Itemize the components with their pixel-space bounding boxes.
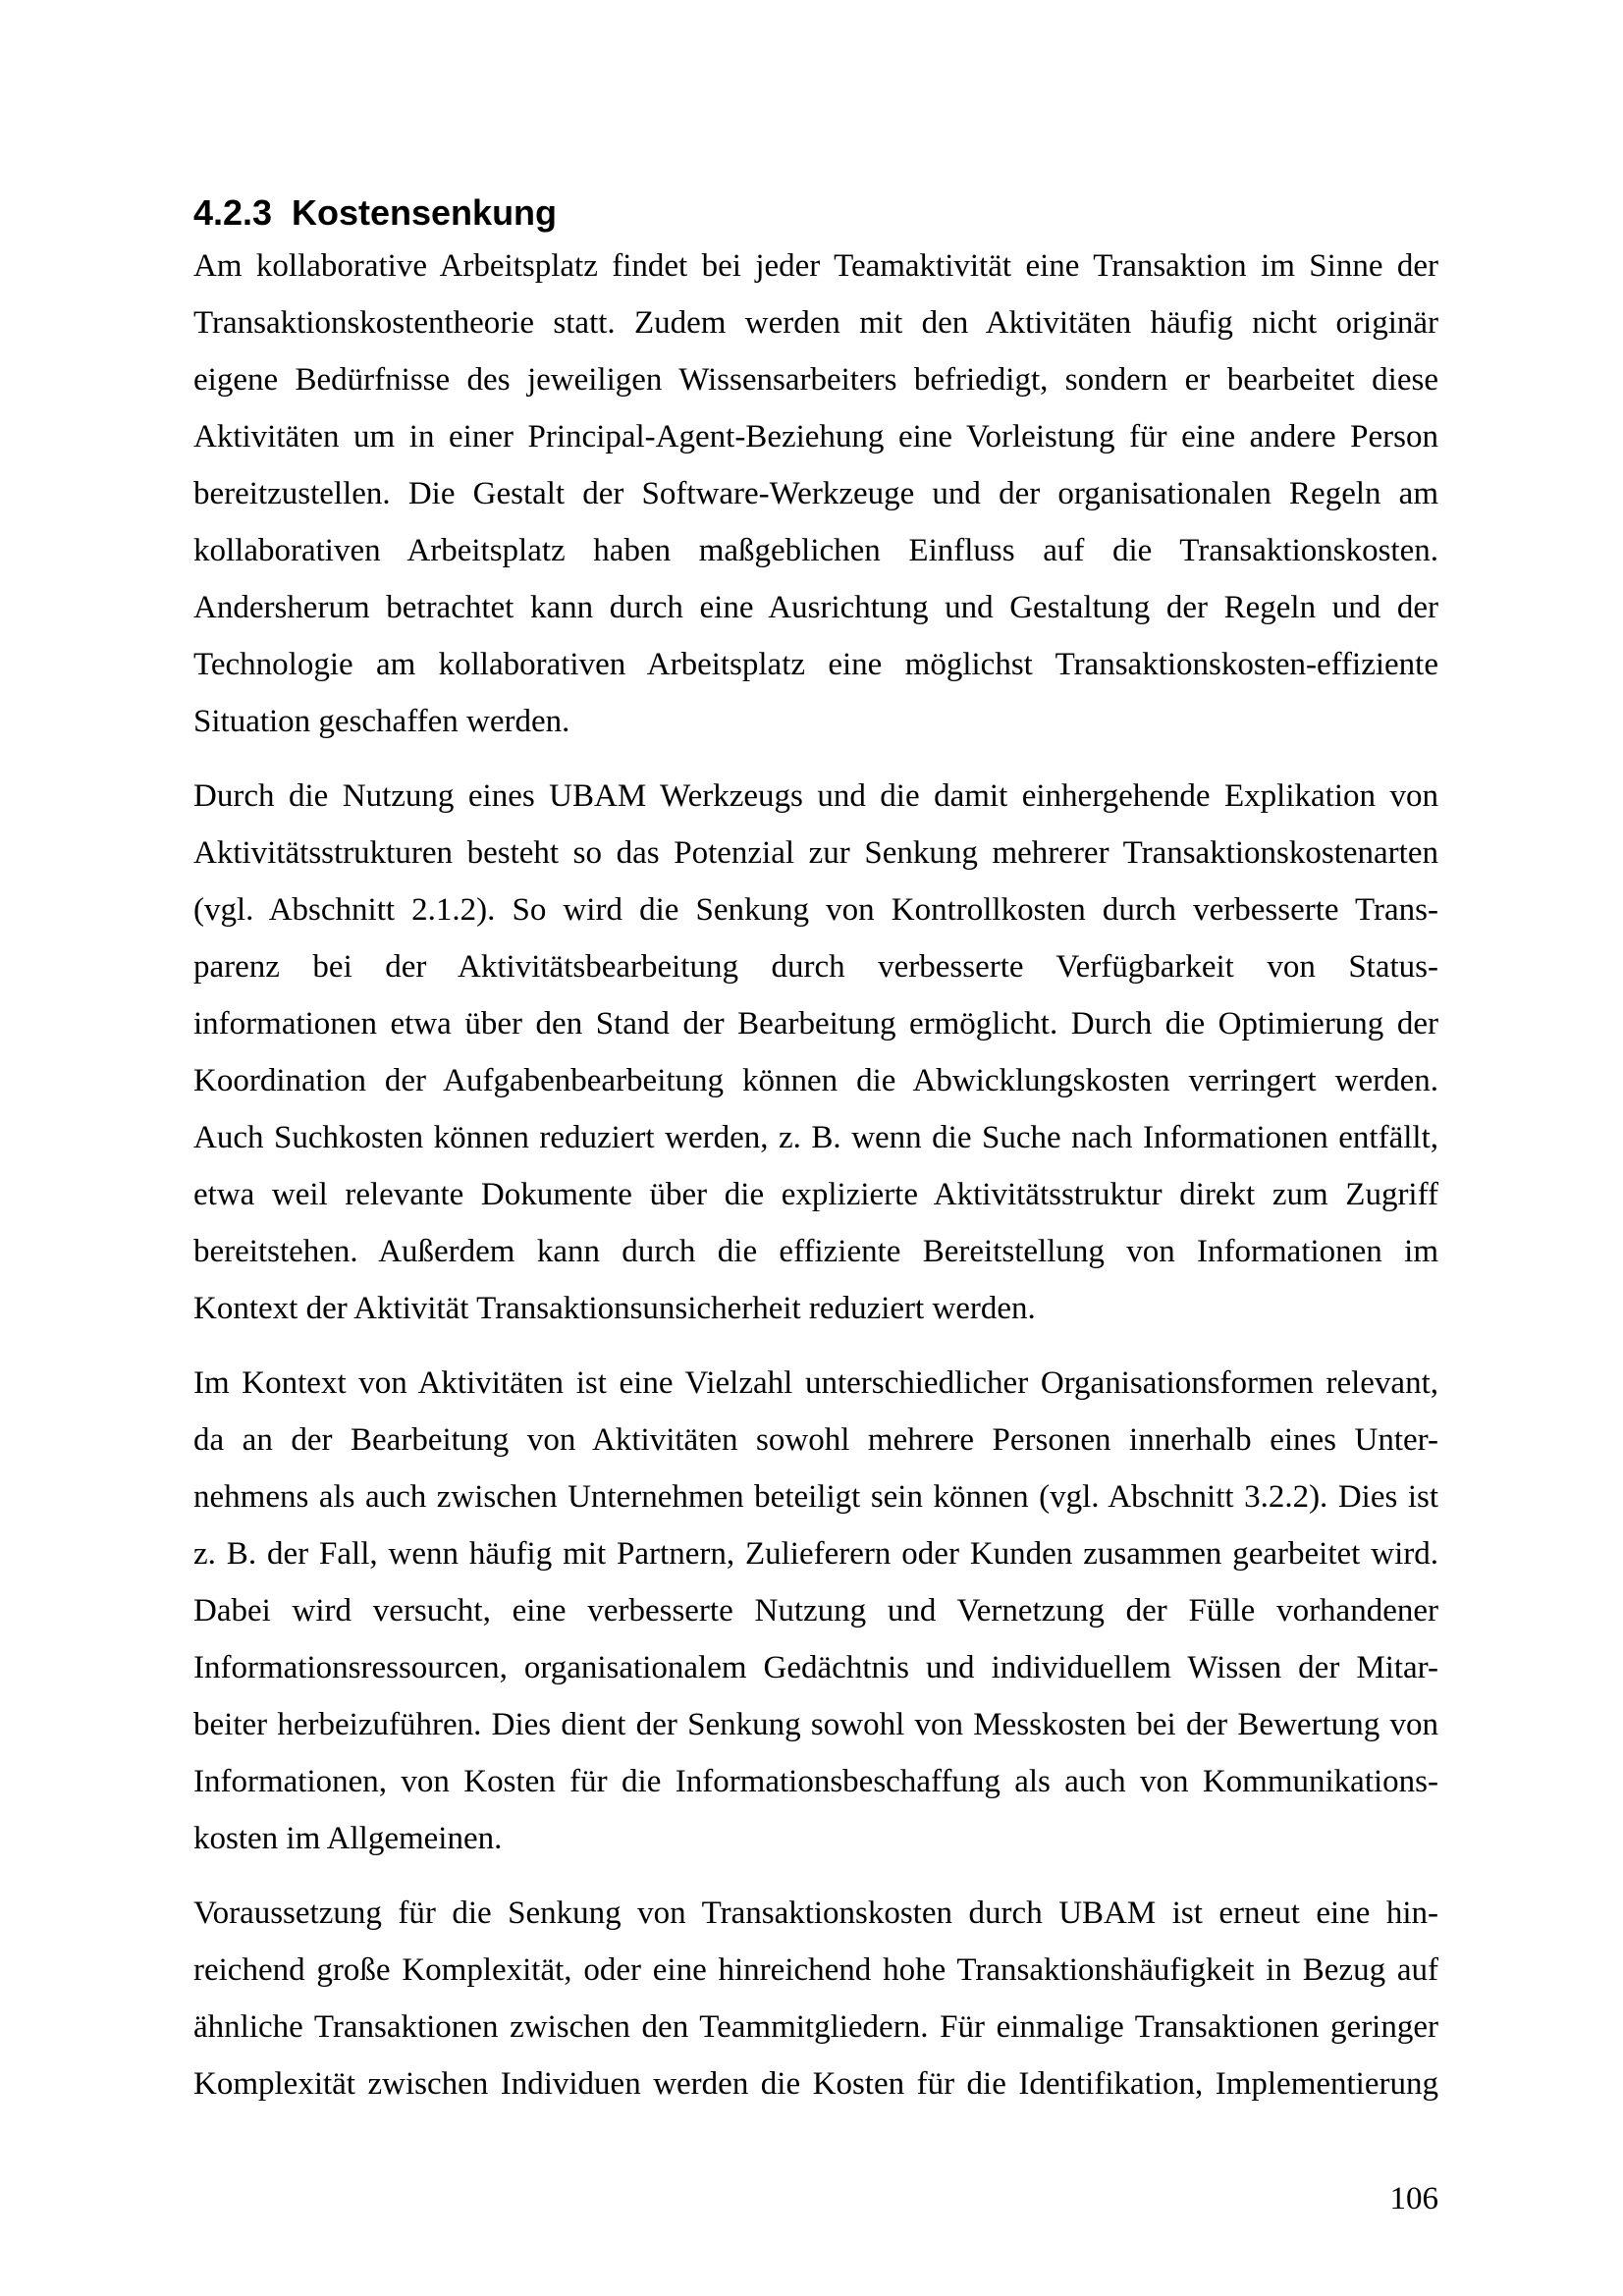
- text-line: Andersherum betrachtet kann durch eine Ausrichtung und Gestaltung der Regeln und der: [193, 590, 1438, 625]
- text-line: Koordination der Aufgabenbearbeitung können die Abwicklungskosten verringert werden.: [193, 1063, 1438, 1098]
- text-line: Auch Suchkosten können reduziert werden, z. B. wenn die Suche nach Informationen entfällt,: [193, 1120, 1438, 1155]
- text-line: kollaborativen Arbeitsplatz haben maßgeblichen Einfluss auf die Transaktionskosten.: [193, 533, 1438, 568]
- text-line: reichend große Komplexität, oder eine hinreichend hohe Transaktionshäufigkeit in Bezug auf: [193, 1952, 1438, 1988]
- section-heading: [193, 191, 1438, 235]
- text-line: Informationen, von Kosten für die Informationsbeschaffung als auch von Kommunikations-: [193, 1764, 1438, 1799]
- paragraph: [193, 1355, 1438, 1867]
- text-line: Dabei wird versucht, eine verbesserte Nutzung und Vernetzung der Fülle vorhandener: [193, 1593, 1438, 1629]
- text-line: bereitzustellen. Die Gestalt der Software-Werkzeuge und der organisationalen Regeln am: [193, 476, 1438, 511]
- text-line: Technologie am kollaborativen Arbeitsplatz eine möglichst Transaktionskosten-effiziente: [193, 647, 1438, 682]
- text-line: Voraussetzung für die Senkung von Transaktionskosten durch UBAM ist erneut eine hin-: [193, 1896, 1438, 1931]
- text-line: Aktivitätsstrukturen besteht so das Potenzial zur Senkung mehrerer Transaktionskostenarten: [193, 835, 1438, 871]
- text-line: Durch die Nutzung eines UBAM Werkzeugs und die damit einhergehende Explikation von: [193, 778, 1438, 814]
- text-line: parenz bei der Aktivitätsbearbeitung durch verbesserte Verfügbarkeit von Status-: [193, 949, 1438, 985]
- section-number: 4.2.3: [193, 192, 273, 233]
- text-line: Aktivitäten um in einer Principal-Agent-Beziehung eine Vorleistung für eine andere Person: [193, 419, 1438, 454]
- text-line: nehmens als auch zwischen Unternehmen beteiligt sein können (vgl. Abschnitt 3.2.2). Dies ist: [193, 1479, 1438, 1515]
- section-title: Kostensenkung: [292, 192, 558, 233]
- page-number: 106: [1389, 2181, 1438, 2216]
- text-line: (vgl. Abschnitt 2.1.2). So wird die Senkung von Kontrollkosten durch verbesserte Trans-: [193, 892, 1438, 928]
- text-line: beiter herbeizuführen. Dies dient der Senkung sowohl von Messkosten bei der Bewertung von: [193, 1707, 1438, 1742]
- text-line: informationen etwa über den Stand der Bearbeitung ermöglicht. Durch die Optimierung der: [193, 1006, 1438, 1041]
- text-line: Kontext der Aktivität Transaktionsunsicherheit reduziert werden.: [193, 1291, 1036, 1326]
- text-line: Situation geschaffen werden.: [193, 704, 570, 739]
- text-line: z. B. der Fall, wenn häufig mit Partnern, Zulieferern oder Kunden zusammen gearbeitet wird.: [193, 1536, 1438, 1572]
- text-line: Transaktionskostentheorie statt. Zudem werden mit den Aktivitäten häufig nicht originär: [193, 305, 1438, 341]
- text-line: da an der Bearbeitung von Aktivitäten sowohl mehrere Personen innerhalb eines Unter-: [193, 1422, 1438, 1458]
- text-line: Am kollaborative Arbeitsplatz findet bei jeder Teamaktivität eine Transaktion im Sinne der: [193, 248, 1438, 284]
- text-line: Komplexität zwischen Individuen werden die Kosten für die Identifikation, Implementierung: [193, 2066, 1438, 2102]
- text-line: Im Kontext von Aktivitäten ist eine Vielzahl unterschiedlicher Organisationsformen relevant,: [193, 1365, 1438, 1401]
- text-line: ähnliche Transaktionen zwischen den Teammitgliedern. Für einmalige Transaktionen geringer: [193, 2009, 1438, 2045]
- text-line: kosten im Allgemeinen.: [193, 1821, 503, 1856]
- paragraph: [193, 238, 1438, 750]
- text-line: eigene Bedürfnisse des jeweiligen Wissensarbeiters befriedigt, sondern er bearbeitet diese: [193, 362, 1438, 398]
- paragraph: [193, 1885, 1438, 2112]
- paragraph: [193, 768, 1438, 1337]
- text-line: etwa weil relevante Dokumente über die explizierte Aktivitätsstruktur direkt zum Zugriff: [193, 1177, 1438, 1212]
- text-line: bereitstehen. Außerdem kann durch die effiziente Bereitstellung von Informationen im: [193, 1234, 1438, 1269]
- text-line: Informationsressourcen, organisationalem Gedächtnis und individuellem Wissen der Mitar-: [193, 1650, 1438, 1685]
- page-body: [193, 191, 1438, 2112]
